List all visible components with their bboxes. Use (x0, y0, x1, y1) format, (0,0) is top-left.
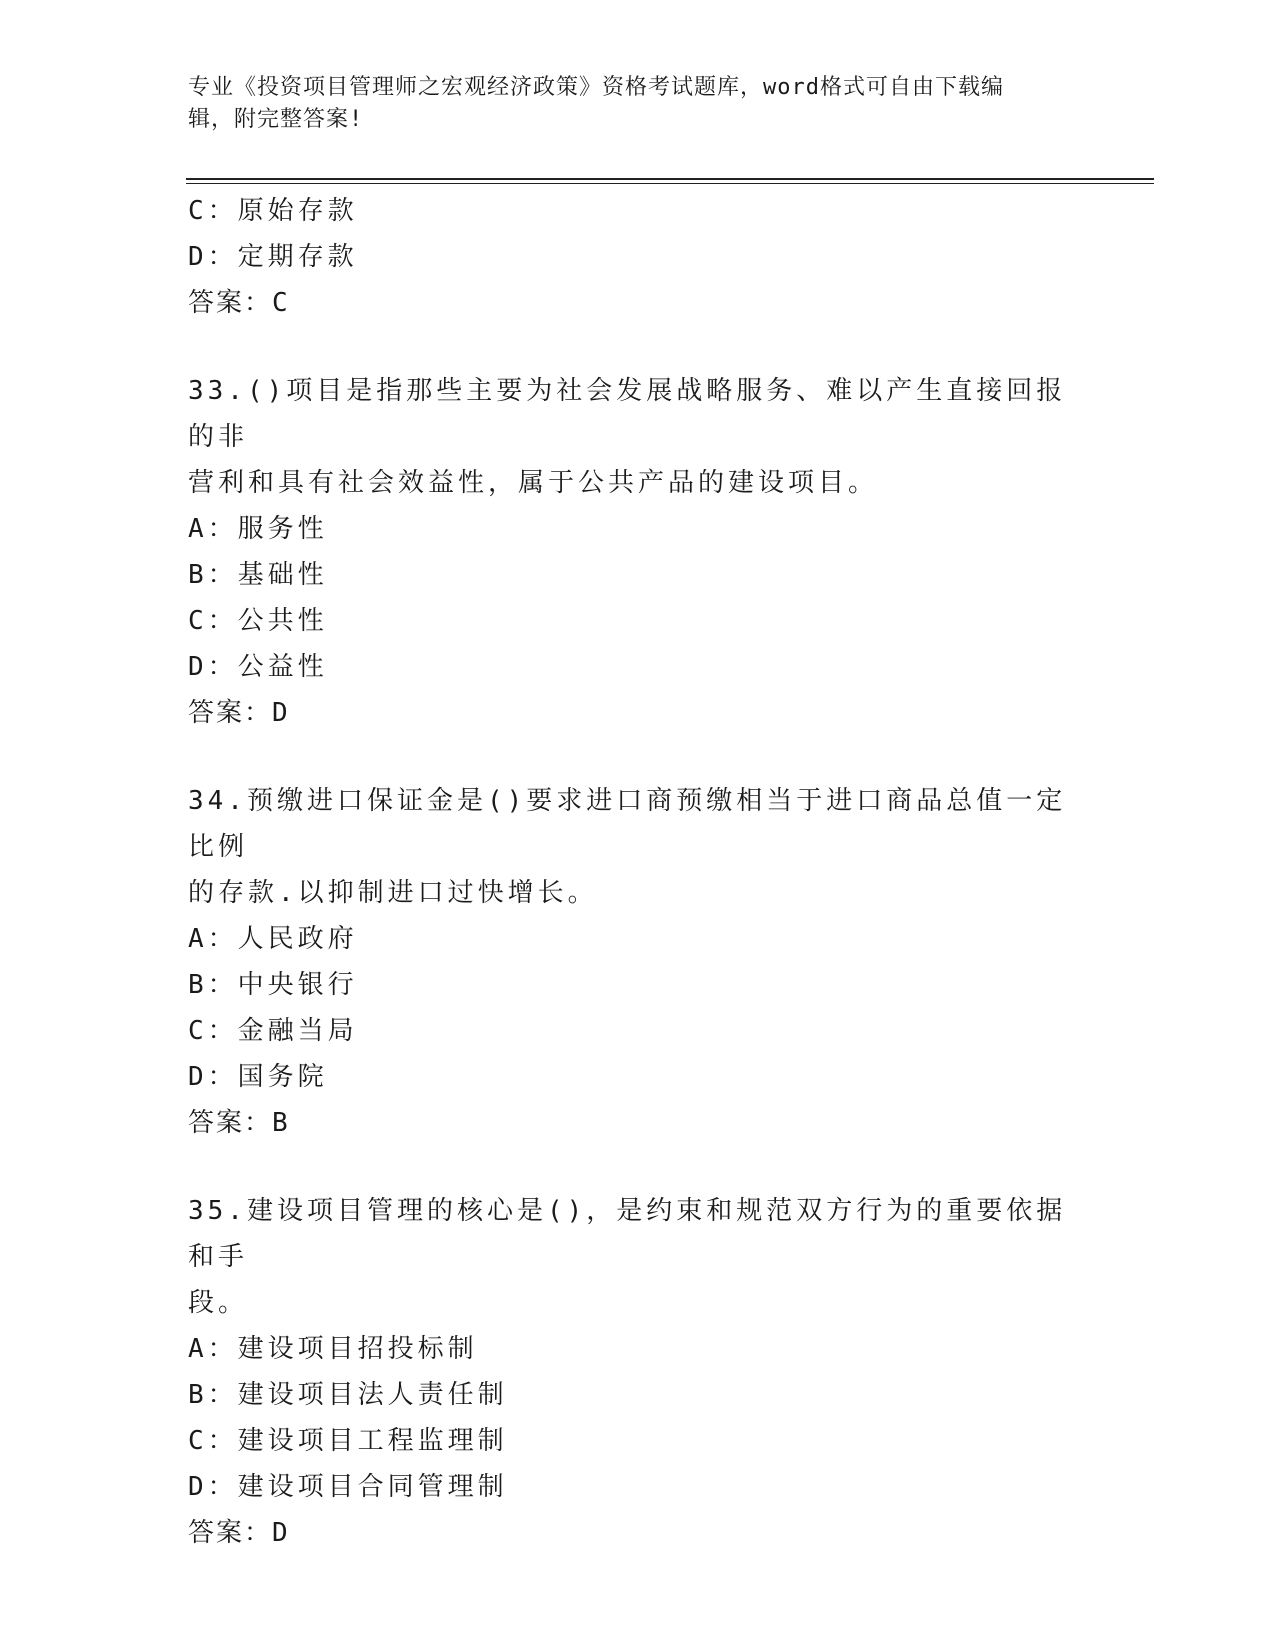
header-rule-thick (186, 178, 1154, 180)
question-stem-line-2: 的存款.以抑制进口过快增长。 (188, 878, 598, 908)
option-c: C：建设项目工程监理制 (188, 1426, 508, 1456)
question-35 (188, 1188, 1088, 1556)
question-stem (188, 778, 1088, 916)
question-stem-line-2: 营利和具有社会效益性，属于公共产品的建设项目。 (188, 468, 879, 498)
option-b: B：基础性 (188, 560, 328, 590)
answer-line: 答案：D (188, 698, 290, 728)
option-c: C：公共性 (188, 606, 328, 636)
answer-line: 答案：D (188, 1518, 290, 1548)
option-c: C：金融当局 (188, 1016, 358, 1046)
question-list (188, 188, 1088, 1556)
header-line-2: 辑，附完整答案! (188, 107, 364, 132)
answer-line: 答案：C (188, 288, 290, 318)
document-header (188, 72, 1088, 136)
header-line-1: 专业《投资项目管理师之宏观经济政策》资格考试题库，word格式可自由下载编 (188, 75, 1004, 100)
question-stem-line-2: 段。 (188, 1288, 249, 1318)
option-d: D：国务院 (188, 1062, 328, 1092)
question-stem (188, 1188, 1088, 1326)
option-c: C：原始存款 (188, 196, 358, 226)
option-b: B：建设项目法人责任制 (188, 1380, 508, 1410)
option-a: A：建设项目招投标制 (188, 1334, 478, 1364)
question-stem (188, 368, 1088, 506)
option-b: B：中央银行 (188, 970, 358, 1000)
header-rule-thin (186, 183, 1154, 184)
question-34 (188, 778, 1088, 1146)
question-stem-line-1: 34.预缴进口保证金是()要求进口商预缴相当于进口商品总值一定比例 (188, 786, 1067, 862)
previous-question-tail (188, 188, 1088, 326)
question-stem-line-1: 33.()项目是指那些主要为社会发展战略服务、难以产生直接回报的非 (188, 376, 1067, 452)
option-a: A：服务性 (188, 514, 328, 544)
option-d: D：定期存款 (188, 242, 358, 272)
question-33 (188, 368, 1088, 736)
answer-line: 答案：B (188, 1108, 290, 1138)
option-d: D：公益性 (188, 652, 328, 682)
option-a: A：人民政府 (188, 924, 358, 954)
option-d: D：建设项目合同管理制 (188, 1472, 508, 1502)
question-stem-line-1: 35.建设项目管理的核心是()，是约束和规范双方行为的重要依据和手 (188, 1196, 1067, 1272)
